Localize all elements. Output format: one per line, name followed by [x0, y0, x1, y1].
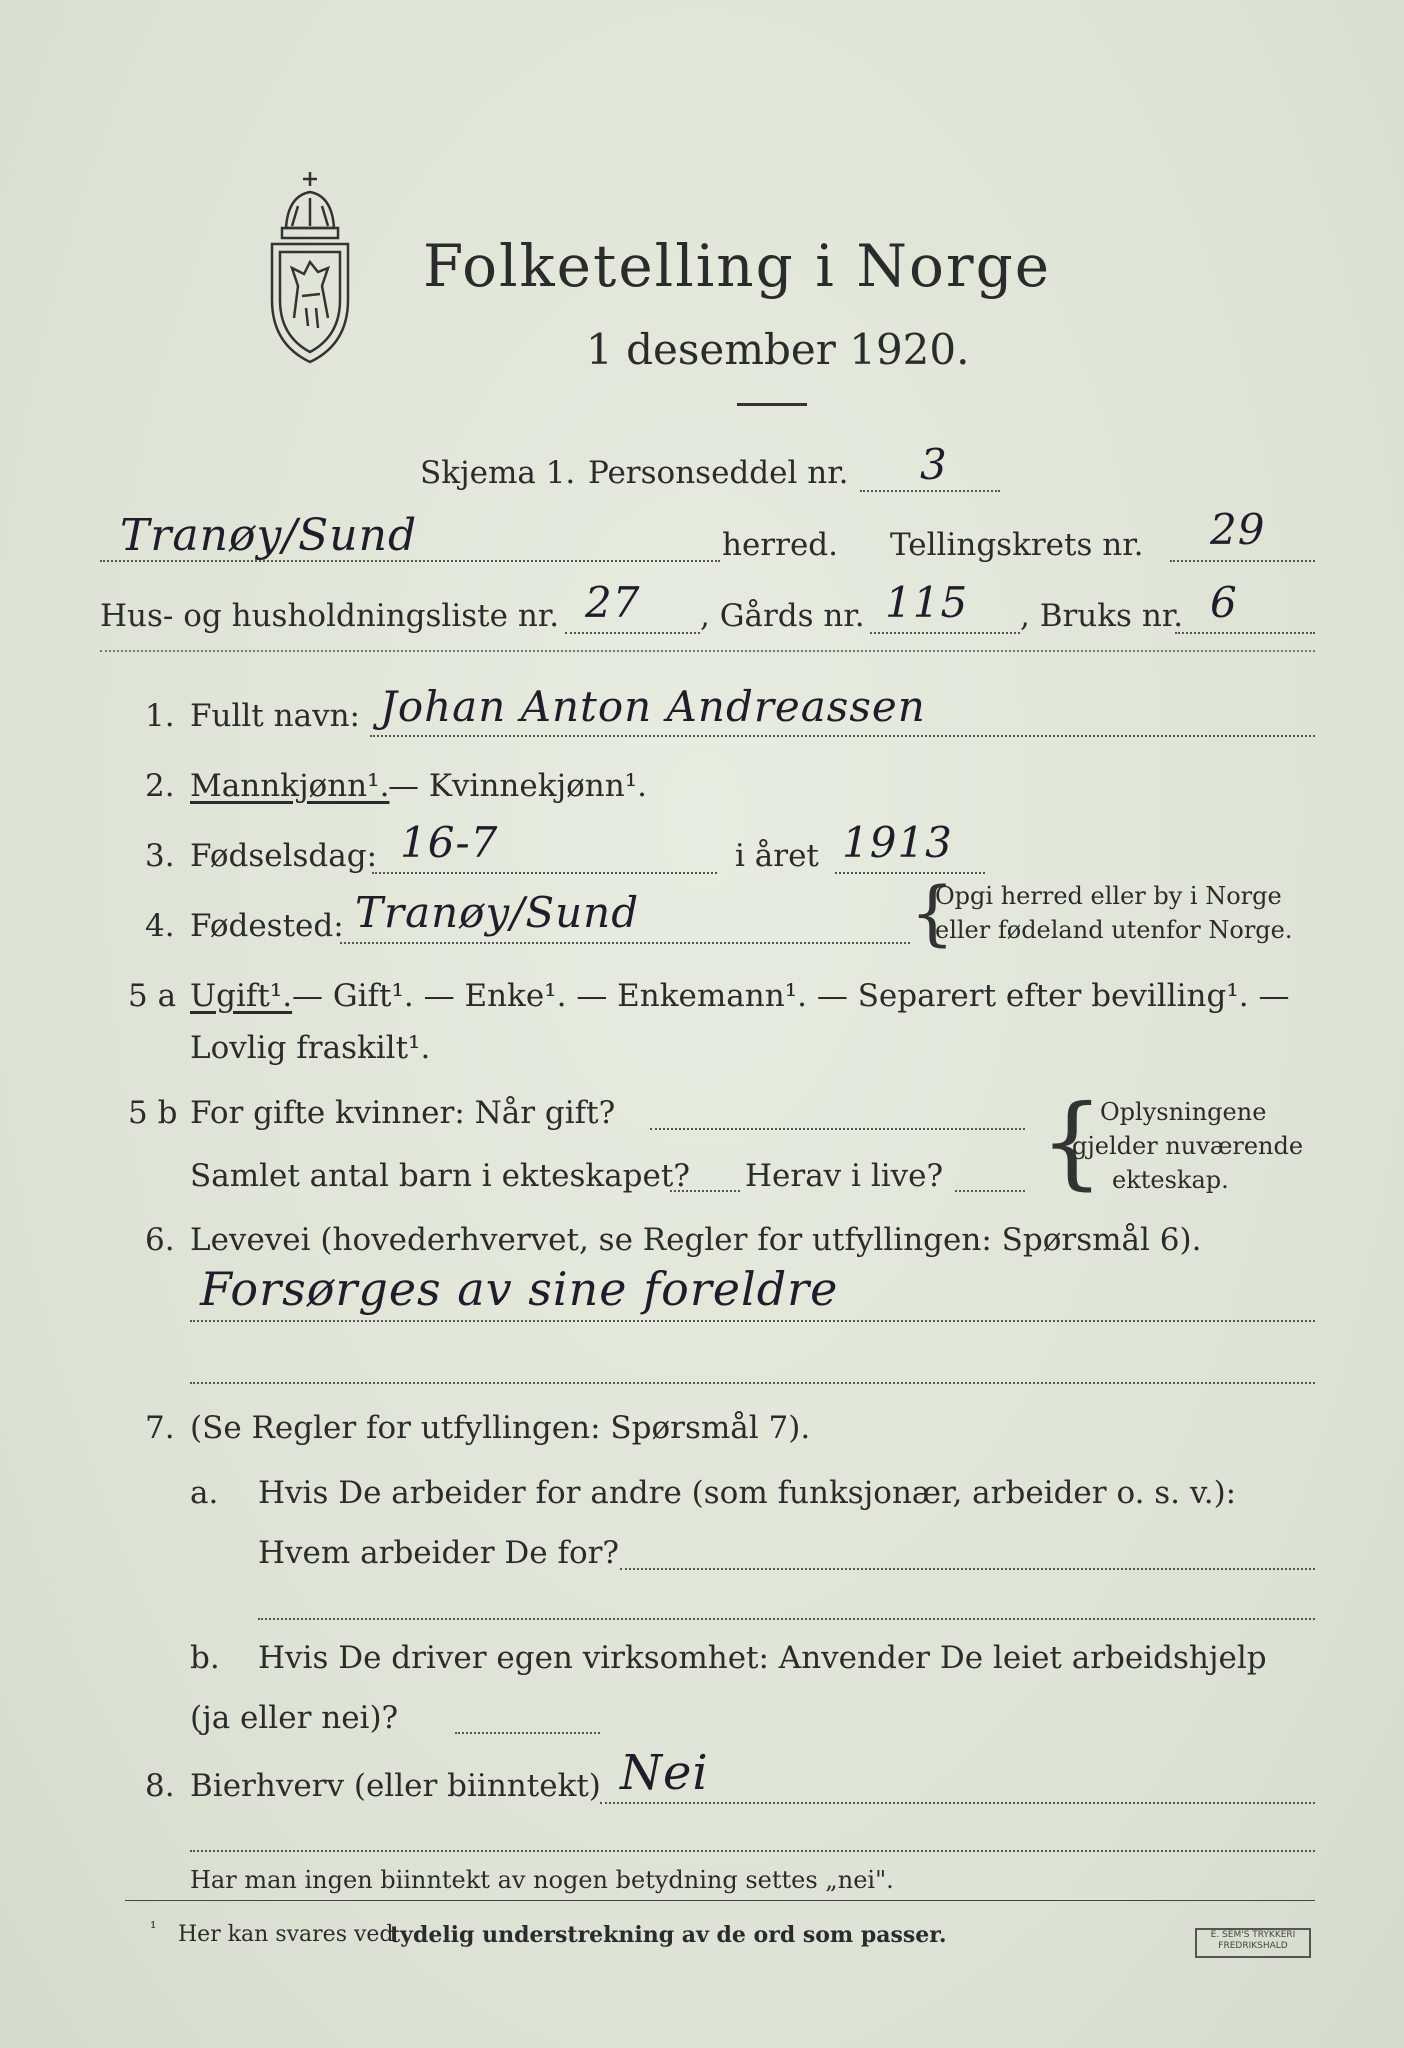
full-name-line: [370, 735, 1315, 737]
hus-value[interactable]: 27: [585, 578, 641, 627]
footnote-text: Her kan svares ved: [178, 1922, 394, 1947]
hired-help-label: (ja eller nei)?: [190, 1700, 399, 1736]
herred-label: herred.: [722, 527, 838, 563]
unmarried-option[interactable]: Ugift¹.: [190, 978, 293, 1014]
tellingskrets-label: Tellingskrets nr.: [890, 527, 1144, 563]
q7a-question: Hvis De arbeider for andre (som funksjonær, arbeider o. s. v.):: [258, 1475, 1237, 1511]
alive-line: [955, 1190, 1025, 1192]
side-income-line: [600, 1802, 1315, 1804]
side-income-value[interactable]: Nei: [620, 1745, 709, 1801]
birthplace-value[interactable]: Tranøy/Sund: [355, 888, 640, 937]
employer-line: [620, 1568, 1315, 1570]
herred-line: [100, 560, 720, 562]
birthdate-line: [372, 872, 717, 874]
employer-label: Hvem arbeider De for?: [258, 1535, 620, 1571]
occupation-label: Levevei (hovederhvervet, se Regler for utfyllingen: Spørsmål 6).: [190, 1222, 1202, 1258]
q7-number: 7.: [145, 1410, 175, 1446]
marriage-note-2: gjelder nuværende: [1072, 1132, 1304, 1160]
alive-label: Herav i live?: [745, 1158, 944, 1194]
birthplace-brace: {: [910, 872, 955, 954]
q7b-question: Hvis De driver egen virksomhet: Anvender De leiet arbeidshjelp: [258, 1640, 1267, 1676]
birthplace-note-2: eller fødeland utenfor Norge.: [935, 916, 1293, 944]
q5b-number: 5 b: [128, 1095, 178, 1131]
birth-year-value[interactable]: 1913: [842, 818, 953, 867]
birthdate-value[interactable]: 16-7: [400, 818, 499, 867]
full-name-value[interactable]: Johan Anton Andreassen: [380, 682, 926, 731]
marriage-brace: {: [1040, 1083, 1104, 1200]
q7-label: (Se Regler for utfyllingen: Spørsmål 7).: [190, 1410, 811, 1446]
side-income-note: Har man ingen biinntekt av nogen betydning settes „nei".: [190, 1866, 894, 1894]
q6-number: 6.: [145, 1222, 175, 1258]
occupation-line-2: [190, 1382, 1315, 1384]
personseddel-line: [860, 490, 1000, 492]
marital-options[interactable]: — Gift¹. — Enke¹. — Enkemann¹. — Separert efter bevilling¹. —: [292, 978, 1290, 1014]
footer-rule: [125, 1900, 1315, 1901]
married-when-label: For gifte kvinner: Når gift?: [190, 1095, 616, 1131]
occupation-value[interactable]: Forsørges av sine foreldre: [200, 1262, 839, 1316]
herred-value[interactable]: Tranøy/Sund: [120, 510, 418, 561]
hus-label: Hus- og husholdningsliste nr.: [100, 598, 560, 634]
bruks-value[interactable]: 6: [1210, 578, 1238, 627]
occupation-line-1: [190, 1320, 1315, 1322]
tellingskrets-line: [1170, 560, 1315, 562]
employer-line-2: [258, 1618, 1315, 1620]
children-line: [670, 1190, 740, 1192]
footnote-bold-text: tydelig understrekning av de ord som passer.: [390, 1922, 947, 1948]
q8-number: 8.: [145, 1768, 175, 1804]
hus-line: [565, 632, 700, 634]
q7b-letter: b.: [190, 1640, 220, 1676]
marriage-note-3: ekteskap.: [1112, 1166, 1229, 1194]
norway-coat-of-arms-icon: [258, 168, 362, 368]
birthdate-label: Fødselsdag:: [190, 838, 378, 874]
side-income-label: Bierhverv (eller biinntekt): [190, 1768, 601, 1804]
married-when-line: [650, 1128, 1025, 1130]
birth-year-label: i året: [735, 838, 819, 874]
bruks-label: , Bruks nr.: [1020, 598, 1184, 634]
q2-number: 2.: [145, 768, 175, 804]
bruks-line: [1175, 632, 1315, 634]
q1-number: 1.: [145, 698, 175, 734]
footnote-mark: ¹: [150, 1918, 157, 1937]
q7a-letter: a.: [190, 1475, 219, 1511]
hired-help-line: [455, 1732, 600, 1734]
form-title: Folketelling i Norge: [423, 232, 1052, 300]
census-date: 1 desember 1920.: [586, 325, 970, 374]
title-divider: [737, 403, 807, 406]
birthplace-label: Fødested:: [190, 908, 344, 944]
q5a-number: 5 a: [128, 978, 177, 1014]
tellingskrets-value[interactable]: 29: [1210, 505, 1266, 554]
birthplace-note-1: Opgi herred eller by i Norge: [935, 882, 1282, 910]
personseddel-value[interactable]: 3: [920, 440, 948, 489]
q4-number: 4.: [145, 908, 175, 944]
printer-stamp: E. SEM'S TRYKKERI FREDRIKSHALD: [1195, 1928, 1311, 1958]
section-divider: [100, 650, 1315, 652]
q3-number: 3.: [145, 838, 175, 874]
gards-value[interactable]: 115: [885, 578, 969, 627]
marriage-note-1: Oplysningene: [1100, 1098, 1267, 1126]
side-income-line-2: [190, 1850, 1315, 1852]
divorced-option[interactable]: Lovlig fraskilt¹.: [190, 1030, 431, 1066]
female-option[interactable]: — Kvinnekjønn¹.: [388, 768, 647, 804]
children-label: Samlet antal barn i ekteskapet?: [190, 1158, 690, 1194]
skjema-label: Skjema 1.: [420, 455, 576, 491]
male-option[interactable]: Mannkjønn¹.: [190, 768, 390, 804]
gards-label: , Gårds nr.: [700, 598, 865, 634]
full-name-label: Fullt navn:: [190, 698, 360, 734]
birthplace-line: [340, 942, 910, 944]
gards-line: [870, 632, 1020, 634]
personseddel-label: Personseddel nr.: [588, 455, 849, 491]
